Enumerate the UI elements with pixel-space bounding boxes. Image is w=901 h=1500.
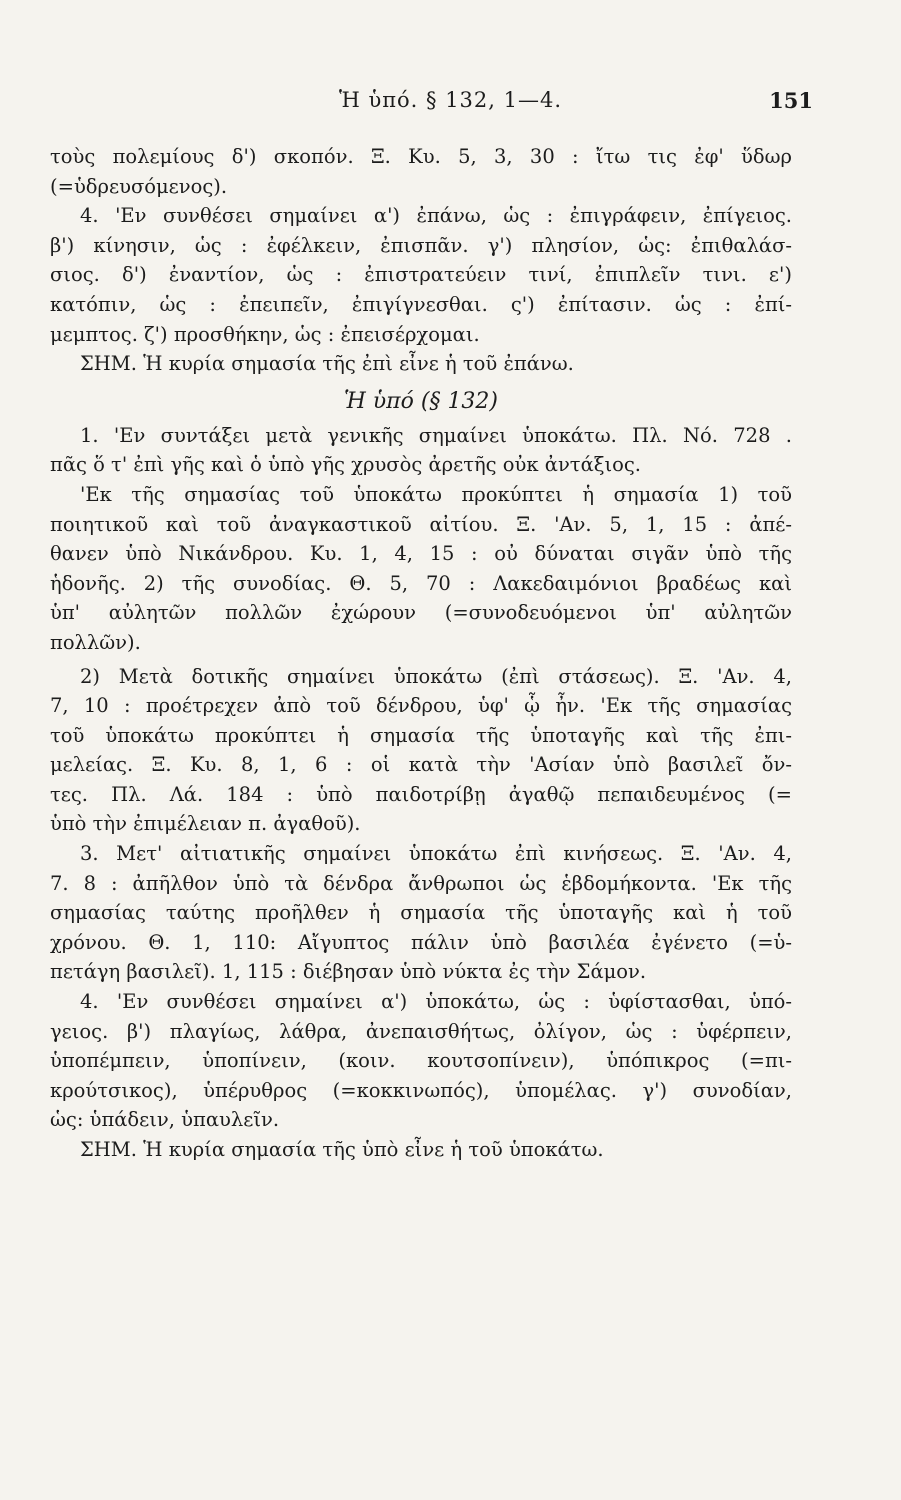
- text-line: 4. 'Εν συνθέσει σημαίνει α') ἐπάνω, ὡς : ἐπιγράφειν, ἐπίγειος.: [80, 204, 792, 228]
- text-line: μεμπτος. ζ') προσθήκην, ὡς : ἐπεισέρχομαι.: [50, 322, 480, 346]
- header-title: Ἡ ὑπό. § 132, 1—4.: [338, 88, 563, 112]
- text-line: πολλῶν).: [50, 630, 141, 654]
- text-line: ὑποπέμπειν, ὑποπίνειν, (κοιν. κουτσοπίνειν), ὑπόπικρος (=πι-: [50, 1049, 792, 1073]
- body-text: [50, 142, 792, 1165]
- text-line: μελείας. Ξ. Κυ. 8, 1, 6 : οἱ κατὰ τὴν 'Ασίαν ὑπὸ βασιλεῖ ὄν-: [50, 753, 792, 777]
- text-line: ΣΗΜ. Ἡ κυρία σημασία τῆς ἐπὶ εἶνε ἡ τοῦ ἐπάνω.: [80, 352, 574, 376]
- section-heading: Ἡ ὑπό (§ 132): [343, 388, 499, 414]
- text-line: ποιητικοῦ καὶ τοῦ ἀναγκαστικοῦ αἰτίου. Ξ. 'Αν. 5, 1, 15 : ἀπέ-: [50, 512, 792, 536]
- text-line: πᾶς ὅ τ' ἐπὶ γῆς καὶ ὁ ὑπὸ γῆς χρυσὸς ἀρετῆς οὐκ ἀντάξιος.: [50, 453, 642, 477]
- text-line: 7, 10 : προέτρεχεν ἀπὸ τοῦ δένδρου, ὑφ' ᾧ ἦν. 'Εκ τῆς σημασίας: [50, 694, 792, 718]
- text-line: 2) Μετὰ δοτικῆς σημαίνει ὑποκάτω (ἐπὶ στάσεως). Ξ. 'Αν. 4,: [80, 664, 792, 688]
- text-line: 'Εκ τῆς σημασίας τοῦ ὑποκάτω προκύπτει ἡ σημασία 1) τοῦ: [80, 482, 792, 506]
- page-number: 151: [769, 88, 813, 113]
- text-line: (=ὑδρευσόμενος).: [50, 174, 228, 198]
- text-line: γειος. β') πλαγίως, λάθρα, ἀνεπαισθήτως, ὀλίγον, ὡς : ὑφέρπειν,: [50, 1019, 792, 1043]
- text-line: ὡς: ὑπάδειν, ὑπαυλεῖν.: [50, 1108, 280, 1132]
- text-line: χρόνου. Θ. 1, 110: Αἴγυπτος πάλιν ὑπὸ βασιλέα ἐγένετο (=ὑ-: [50, 930, 792, 954]
- running-header: [0, 88, 901, 118]
- text-line: πετάγη βασιλεῖ). 1, 115 : διέβησαν ὑπὸ νύκτα ἐς τὴν Σάμον.: [50, 960, 647, 984]
- text-line: τες. Πλ. Λά. 184 : ὑπὸ παιδοτρίβῃ ἀγαθῷ πεπαιδευμένος (=: [50, 782, 792, 806]
- text-line: σημασίας ταύτης προῆλθεν ἡ σημασία τῆς ὑποταγῆς καὶ ἡ τοῦ: [50, 901, 792, 925]
- text-line: 4. 'Εν συνθέσει σημαίνει α') ὑποκάτω, ὡς : ὑφίστασθαι, ὑπό-: [80, 990, 792, 1014]
- text-line: 7. 8 : ἀπῆλθον ὑπὸ τὰ δένδρα ἄνθρωποι ὡς ἑβδομήκοντα. 'Εκ τῆς: [50, 871, 792, 895]
- text-line: ἡδονῆς. 2) τῆς συνοδίας. Θ. 5, 70 : Λακεδαιμόνιοι βραδέως καὶ: [50, 571, 792, 595]
- text-line: 1. 'Εν συντάξει μετὰ γενικῆς σημαίνει ὑποκάτω. Πλ. Νό. 728 .: [80, 423, 792, 447]
- text-line: β') κίνησιν, ὡς : ἐφέλκειν, ἐπισπᾶν. γ') πλησίον, ὡς: ἐπιθαλάσ-: [50, 233, 792, 257]
- text-line: ὑπὸ τὴν ἐπιμέλειαν π. ἀγαθοῦ).: [50, 812, 361, 836]
- text-line: σιος. δ') ἐναντίον, ὡς : ἐπιστρατεύειν τινί, ἐπιπλεῖν τινι. ε'): [50, 263, 792, 287]
- text-line: θανεν ὑπὸ Νικάνδρου. Κυ. 1, 4, 15 : οὐ δύναται σιγᾶν ὑπὸ τῆς: [50, 542, 792, 566]
- text-line: τοῦ ὑποκάτω προκύπτει ἡ σημασία τῆς ὑποταγῆς καὶ τῆς ἐπι-: [50, 723, 792, 747]
- text-line: τοὺς πολεμίους δ') σκοπόν. Ξ. Κυ. 5, 3, 30 : ἴτω τις ἐφ' ὕδωρ: [50, 145, 792, 168]
- text-line: κατόπιν, ὡς : ἐπειπεῖν, ἐπιγίγνεσθαι. ς') ἐπίτασιν. ὡς : ἐπί-: [50, 292, 792, 316]
- text-line: ΣΗΜ. Ἡ κυρία σημασία τῆς ὑπὸ εἶνε ἡ τοῦ ὑποκάτω.: [80, 1138, 604, 1161]
- text-line: ὑπ' αὐλητῶν πολλῶν ἐχώρουν (=συνοδευόμενοι ὑπ' αὐλητῶν: [50, 601, 792, 625]
- text-line: κρούτσικος), ὑπέρυθρος (=κοκκινωπός), ὑπομέλας. γ') συνοδίαν,: [50, 1078, 792, 1102]
- text-line: 3. Μετ' αἰτιατικῆς σημαίνει ὑποκάτω ἐπὶ κινήσεως. Ξ. 'Αν. 4,: [80, 842, 792, 866]
